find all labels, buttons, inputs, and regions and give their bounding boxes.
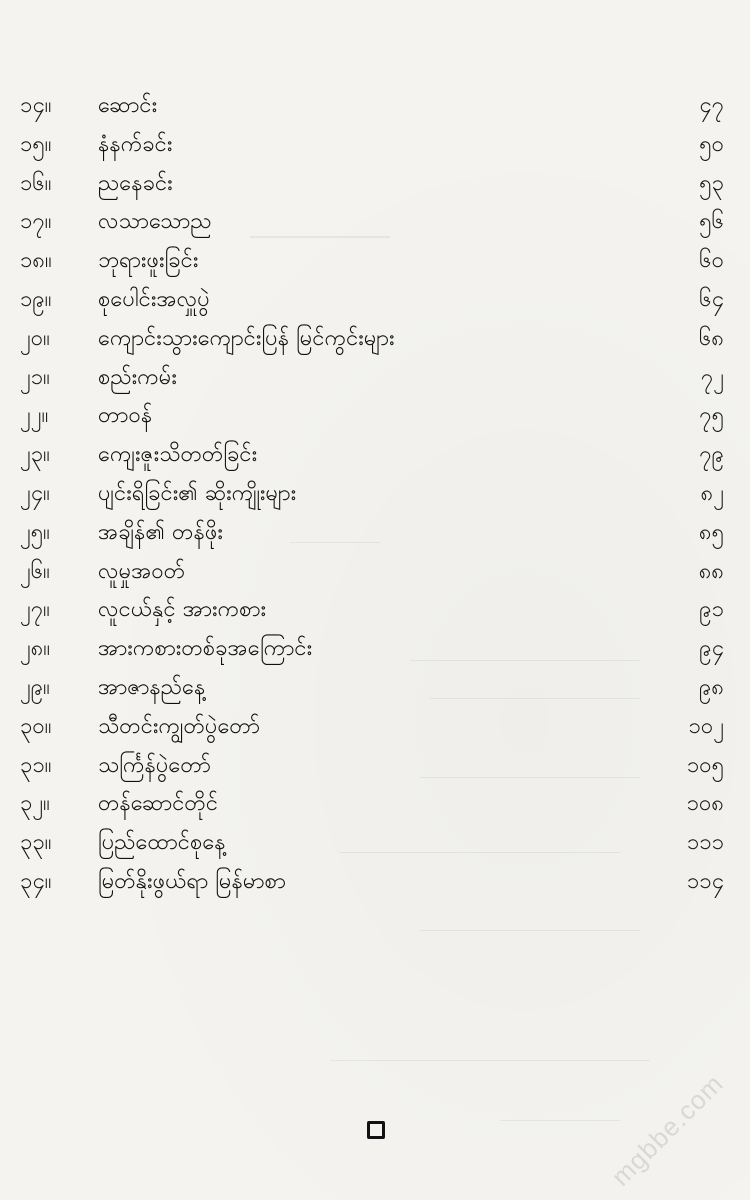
toc-entry xyxy=(0,282,750,321)
toc-entry-title: ပျင်းရိခြင်း၏ ဆိုးကျိုးများ xyxy=(98,480,297,506)
toc-entry-page: ၄၇ xyxy=(699,93,724,118)
toc-entry-title: ကျေးဇူးသိတတ်ခြင်း xyxy=(98,442,258,468)
toc-entry-title: လူငယ်နှင့် အားကစား xyxy=(98,597,267,623)
toc-entry-number: ၂၄။ xyxy=(20,480,50,506)
toc-entry-title: ညနေခင်း xyxy=(98,170,173,196)
toc-entry-page: ၉၄ xyxy=(699,636,724,662)
toc-entry-number: ၃၄။ xyxy=(20,868,52,894)
toc-entry-page: ၇၂ xyxy=(700,364,724,390)
toc-entry-page: ၉၈ xyxy=(699,674,724,700)
bleed-through xyxy=(500,1100,620,1121)
toc-entry-page: ၈၈ xyxy=(698,558,724,584)
toc-entry-page: ၅၆ xyxy=(699,209,724,235)
toc-entry xyxy=(0,476,750,515)
toc-entry-number: ၃၀။ xyxy=(20,713,52,739)
toc-entry-page: ၆၄ xyxy=(699,286,724,312)
toc-entry-title: စုပေါင်းအလှူပွဲ xyxy=(98,286,210,312)
toc-entry-page: ၁၁၁ xyxy=(686,830,724,856)
toc-entry-number: ၁၈။ xyxy=(20,248,52,274)
toc-entry-number: ၃၃။ xyxy=(20,830,52,856)
toc-entry xyxy=(0,786,750,825)
toc-entry-title: တာဝန် xyxy=(98,403,153,429)
toc-entry-number: ၂၆။ xyxy=(20,558,50,584)
toc-entry-number: ၃၁။ xyxy=(20,752,52,778)
toc-entry-page: ၁၀၅ xyxy=(686,752,724,778)
toc-entry-number: ၂၀။ xyxy=(20,325,50,351)
toc-entry-page: ၁၁၄ xyxy=(686,868,724,894)
toc-entry xyxy=(0,592,750,631)
toc-entry-number: ၂၃။ xyxy=(20,442,50,468)
toc-entry xyxy=(0,88,750,127)
toc-entry-number: ၁၇။ xyxy=(20,209,52,235)
toc-entry-page: ၈၅ xyxy=(699,519,724,545)
toc-entry xyxy=(0,631,750,670)
toc-entry-page: ၇၅ xyxy=(699,403,724,429)
toc-entry xyxy=(0,825,750,864)
toc-entry-title: ကျောင်းသွားကျောင်းပြန် မြင်ကွင်းများ xyxy=(98,325,395,351)
toc-entry-title: သီတင်းကျွတ်ပွဲတော် xyxy=(98,713,260,739)
toc-entry xyxy=(0,360,750,399)
toc-entry xyxy=(0,515,750,554)
toc-entry-title: စည်းကမ်း xyxy=(98,364,177,390)
toc-entry-number: ၂၉။ xyxy=(20,674,50,700)
watermark: mgbbe.com xyxy=(605,1068,730,1192)
toc-entry-page: ၁၀၈ xyxy=(686,791,724,817)
toc-entry xyxy=(0,437,750,476)
toc-entry-title: နံနက်ခင်း xyxy=(98,131,173,157)
bleed-through xyxy=(420,910,640,931)
toc-entry-page: ၇၉ xyxy=(699,442,724,468)
toc-entry-number: ၁၉။ xyxy=(20,286,52,312)
table-of-contents xyxy=(0,88,750,903)
toc-entry-number: ၁၆။ xyxy=(20,170,52,196)
toc-entry xyxy=(0,709,750,748)
toc-entry-number: ၁၅။ xyxy=(20,131,52,157)
toc-entry-page: ၈၂ xyxy=(700,480,724,506)
toc-entry-title: သင်္ကြန်ပွဲတော် xyxy=(98,752,211,778)
toc-entry xyxy=(0,398,750,437)
toc-entry-title: ဘုရားဖူးခြင်း xyxy=(98,248,199,274)
toc-entry xyxy=(0,864,750,903)
toc-entry-number: ၂၂။ xyxy=(20,403,49,429)
toc-entry xyxy=(0,748,750,787)
toc-entry-page: ၁၀၂ xyxy=(688,713,724,739)
toc-entry-page: ၅၀ xyxy=(699,131,724,157)
toc-entry-title: တန်ဆောင်တိုင် xyxy=(98,791,219,817)
toc-entry-title: အာဇာနည်နေ့ xyxy=(98,674,206,700)
toc-entry xyxy=(0,204,750,243)
toc-entry xyxy=(0,127,750,166)
toc-entry-number: ၁၄။ xyxy=(20,93,52,118)
toc-entry-number: ၂၅။ xyxy=(20,519,50,545)
toc-entry xyxy=(0,554,750,593)
toc-entry-title: ဆောင်း xyxy=(98,93,158,118)
toc-entry-number: ၂၁။ xyxy=(20,364,50,390)
toc-entry xyxy=(0,321,750,360)
toc-entry xyxy=(0,670,750,709)
toc-entry-title: လူမှုအဝတ် xyxy=(98,558,186,584)
toc-entry-title: အချိန်၏ တန်ဖိုး xyxy=(98,519,223,545)
toc-entry-title: အားကစားတစ်ခုအကြောင်း xyxy=(98,636,313,662)
toc-entry-page: ၉၁ xyxy=(699,597,724,623)
toc-entry-number: ၂၇။ xyxy=(20,597,50,623)
page-marker-square xyxy=(367,1121,385,1139)
toc-entry-number: ၂၈။ xyxy=(20,636,51,662)
toc-entry xyxy=(0,243,750,282)
toc-entry-title: မြတ်နိုးဖွယ်ရာ မြန်မာစာ xyxy=(98,868,286,894)
toc-entry-title: ပြည်ထောင်စုနေ့ xyxy=(98,830,226,856)
toc-entry-page: ၅၃ xyxy=(699,170,724,196)
toc-entry-title: လသာသောည xyxy=(98,209,212,235)
toc-entry-number: ၃၂။ xyxy=(20,791,50,817)
toc-entry-page: ၆၈ xyxy=(699,325,724,351)
toc-entry-page: ၆၀ xyxy=(699,248,724,274)
toc-entry xyxy=(0,166,750,205)
bleed-through xyxy=(330,1040,650,1061)
